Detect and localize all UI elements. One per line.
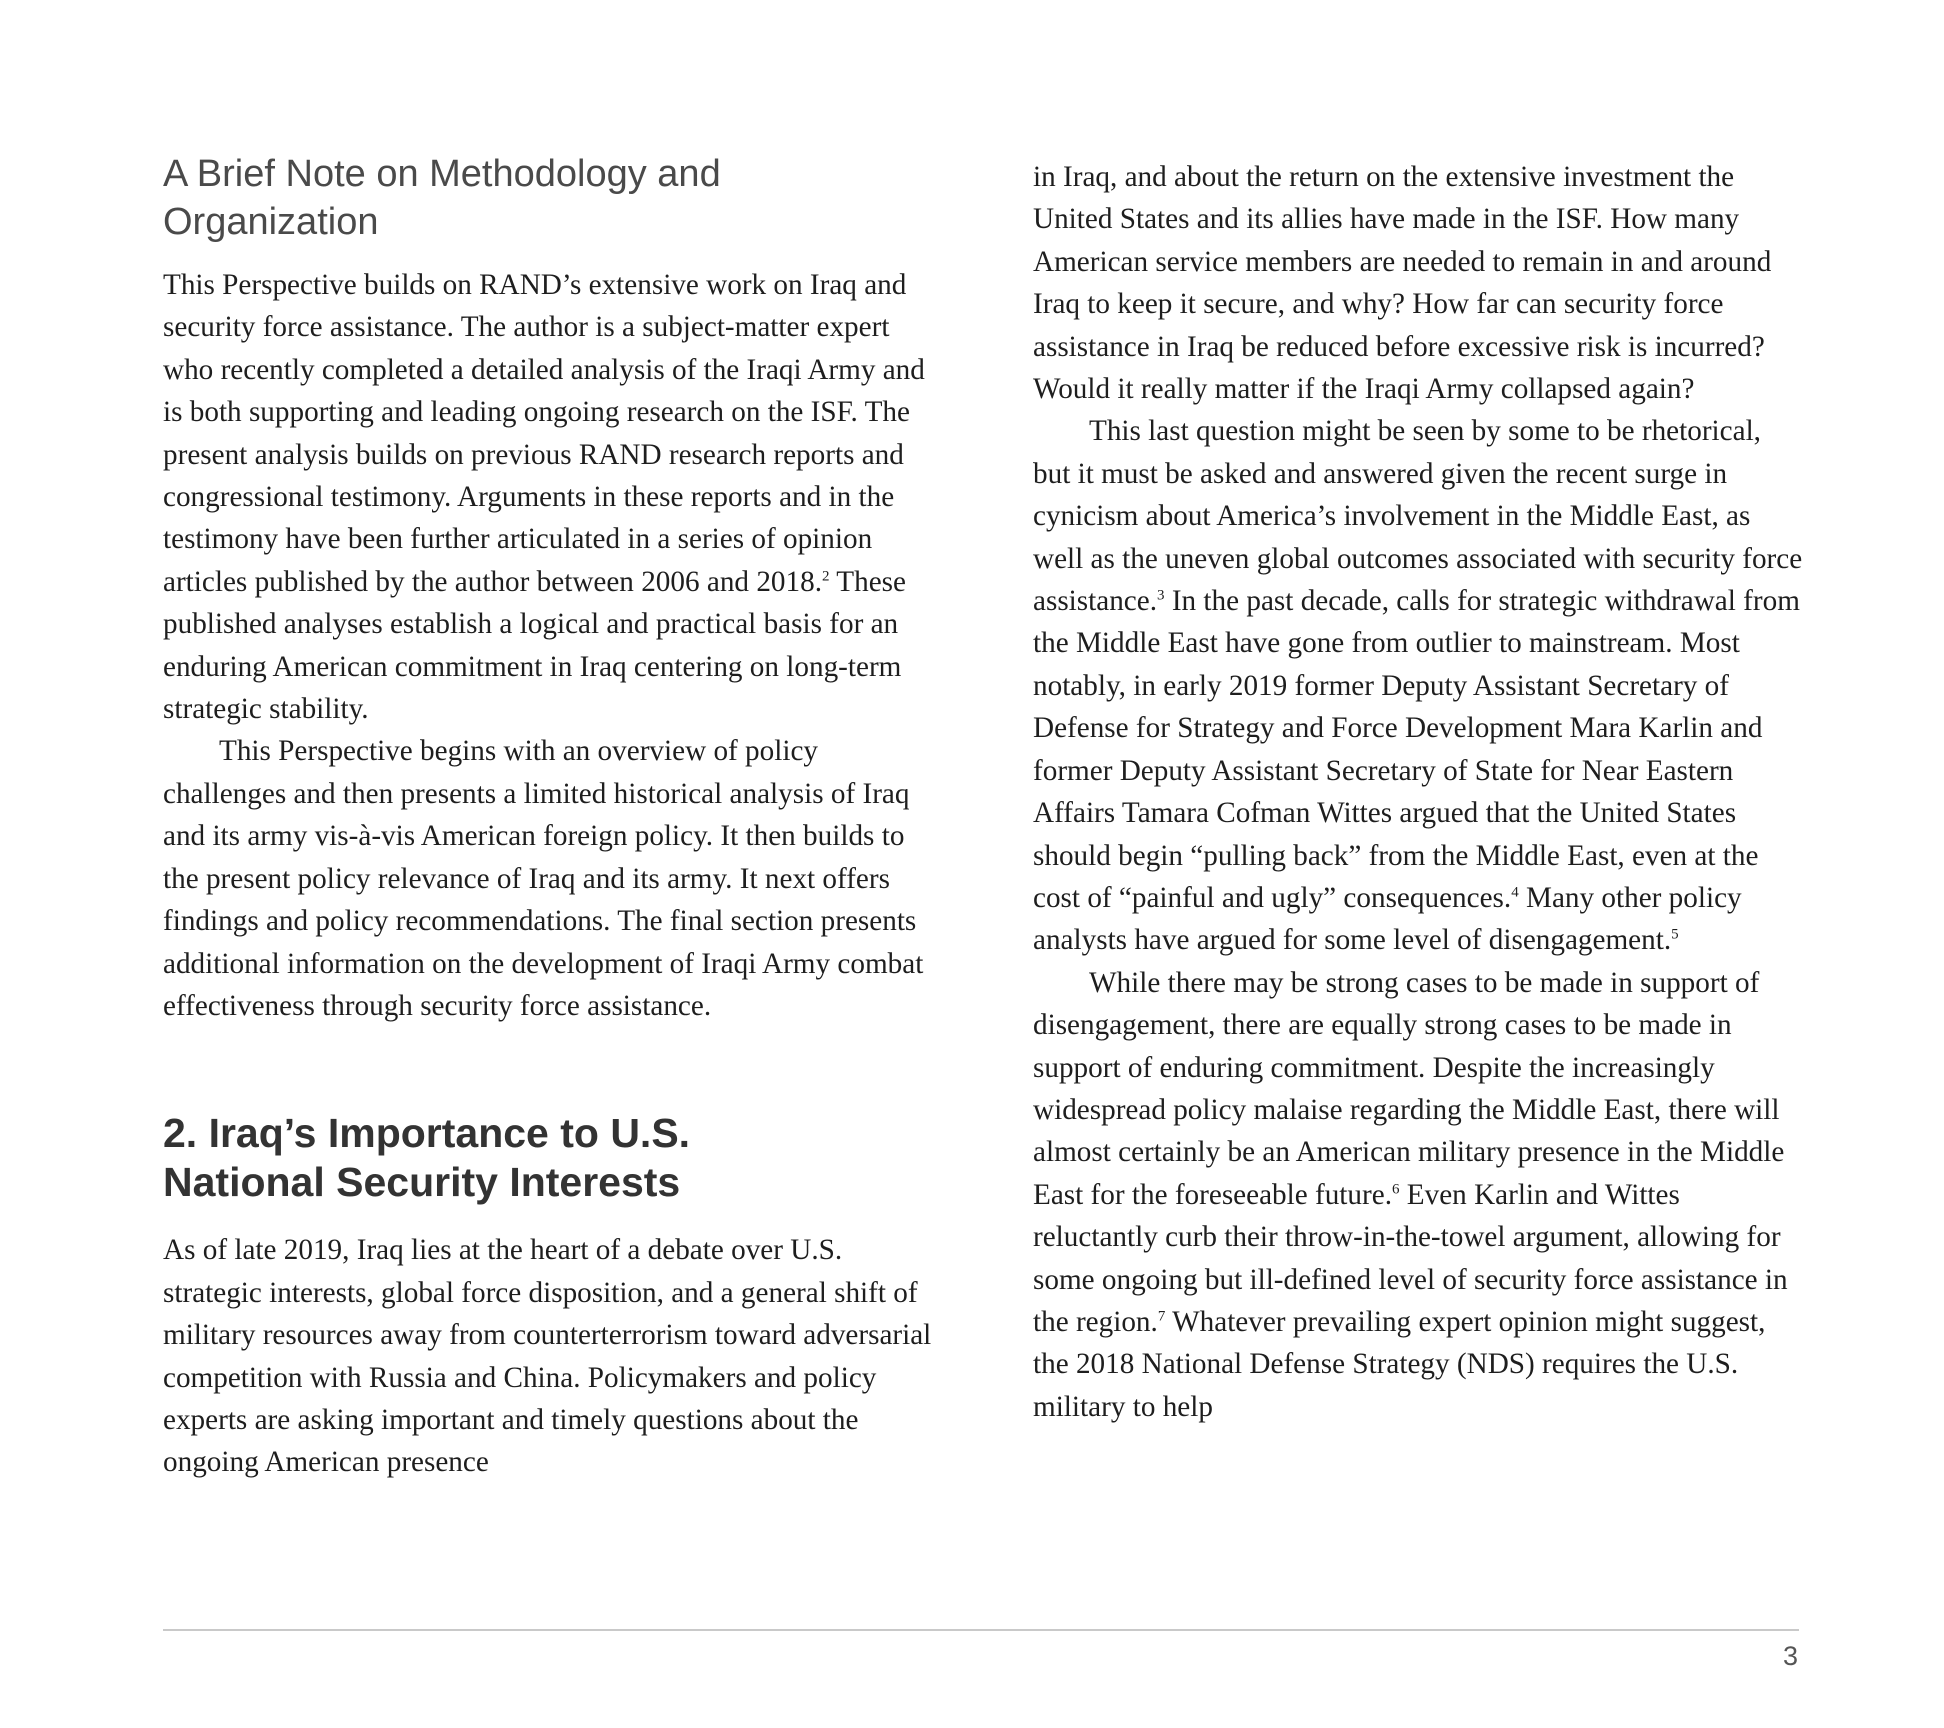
methodology-heading: [163, 150, 945, 246]
methodology-paragraph-2: This Perspective begins with an overview of policy challenges and then presents a limited historical analysis of Iraq and its army vis-à-vis American foreign policy. It then builds to the present policy relevance of Iraq and its army. It next offers findings and policy recommendations. The final section presents additional information on the development of Iraqi Army combat effectiveness through security force assistance.: [163, 735, 924, 1022]
page-number: 3: [1782, 1641, 1798, 1671]
right-paragraph-3: [1033, 962, 1803, 1428]
section-2-heading: [163, 1109, 945, 1207]
right-paragraph-3-text-c: Whatever prevailing expert opinion might suggest, the 2018 National Defense Strategy (NDS) requires the U.S. military to help: [1033, 1305, 1766, 1423]
right-paragraph-2-text-b: In the past decade, calls for strategic withdrawal from the Middle East have gone from outlier to mainstream. Most notably, in early 2019 former Deputy Assistant Secretary of Defense for Strategy and Force Development Mara Karlin and former Deputy Assistant Secretary of State for Near Eastern Affairs Tamara Cofman Wittes argued that the United States should begin “pulling back” from the Middle East, even at the cost of “painful and ugly” consequences.: [1033, 585, 1800, 914]
footnote-marker-7: 7: [1157, 1308, 1166, 1325]
footnote-marker-5: 5: [1671, 926, 1679, 943]
methodology-paragraph-1-text-b: These published analyses establish a logical and practical basis for an enduring American commitment in Iraq centering on long-term strategic stability.: [163, 565, 906, 726]
right-paragraph-2: [1033, 410, 1803, 961]
methodology-heading-line2: Organization: [163, 201, 379, 243]
footnote-marker-3: 3: [1157, 587, 1165, 604]
right-paragraph-2-text-a: This last question might be seen by some to be rhetorical, but it must be asked and answered given the recent surge in cynicism about America’s involvement in the Middle East, as well as the uneven global outcomes associated with security force assistance.: [1033, 415, 1803, 618]
right-paragraph-1: in Iraq, and about the return on the extensive investment the United States and its allies have made in the ISF. How many American service members are needed to remain in and around Iraq to keep it secure, and why? How far can security force assistance in Iraq be reduced before excessive risk is incurred? Would it really matter if the Iraqi Army collapsed again?: [1033, 161, 1772, 406]
left-column: [163, 150, 945, 1484]
footnote-marker-2: 2: [822, 568, 830, 585]
section-2-heading-line2: National Security Interests: [163, 1159, 681, 1206]
footnote-marker-4: 4: [1511, 884, 1519, 901]
section-2-heading-line1: 2. Iraq’s Importance to U.S.: [163, 1110, 691, 1157]
section-2-paragraph-1: As of late 2019, Iraq lies at the heart of a debate over U.S. strategic interests, global force disposition, and a general shift of military resources away from counterterrorism toward adversarial competition with Russia and China. Policymakers and policy experts are asking important and timely questions about the ongoing American presence: [163, 1234, 932, 1479]
methodology-paragraph-1-text-a: This Perspective builds on RAND’s extensive work on Iraq and security force assistance. The author is a subject-matter expert who recently completed a detailed analysis of the Iraqi Army and is both supporting and leading ongoing research on the ISF. The present analysis builds on previous RAND research reports and congressional testimony. Arguments in these reports and in the testimony have been further articulated in a series of opinion articles published by the author between 2006 and 2018.: [163, 269, 925, 598]
right-paragraph-3-text-b: Even Karlin and Wittes reluctantly curb their throw-in-the-towel argument, allowing for some ongoing but ill-defined level of security force assistance in the region.: [1033, 1178, 1788, 1338]
footer-divider: [163, 1629, 1799, 1631]
methodology-paragraph-1: [163, 264, 945, 730]
right-paragraph-2-text-c: Many other policy analysts have argued for some level of disengagement.: [1033, 881, 1742, 957]
methodology-heading-line1: A Brief Note on Methodology and: [163, 153, 721, 195]
footnote-marker-6: 6: [1392, 1181, 1400, 1198]
right-column: [1033, 156, 1803, 1428]
right-paragraph-3-text-a: While there may be strong cases to be made in support of disengagement, there are equally strong cases to be made in support of enduring commitment. Despite the increasingly widespread policy malaise regarding the Middle East, there will almost certainly be an American military presence in the Middle East for the foreseeable future.: [1033, 966, 1785, 1211]
